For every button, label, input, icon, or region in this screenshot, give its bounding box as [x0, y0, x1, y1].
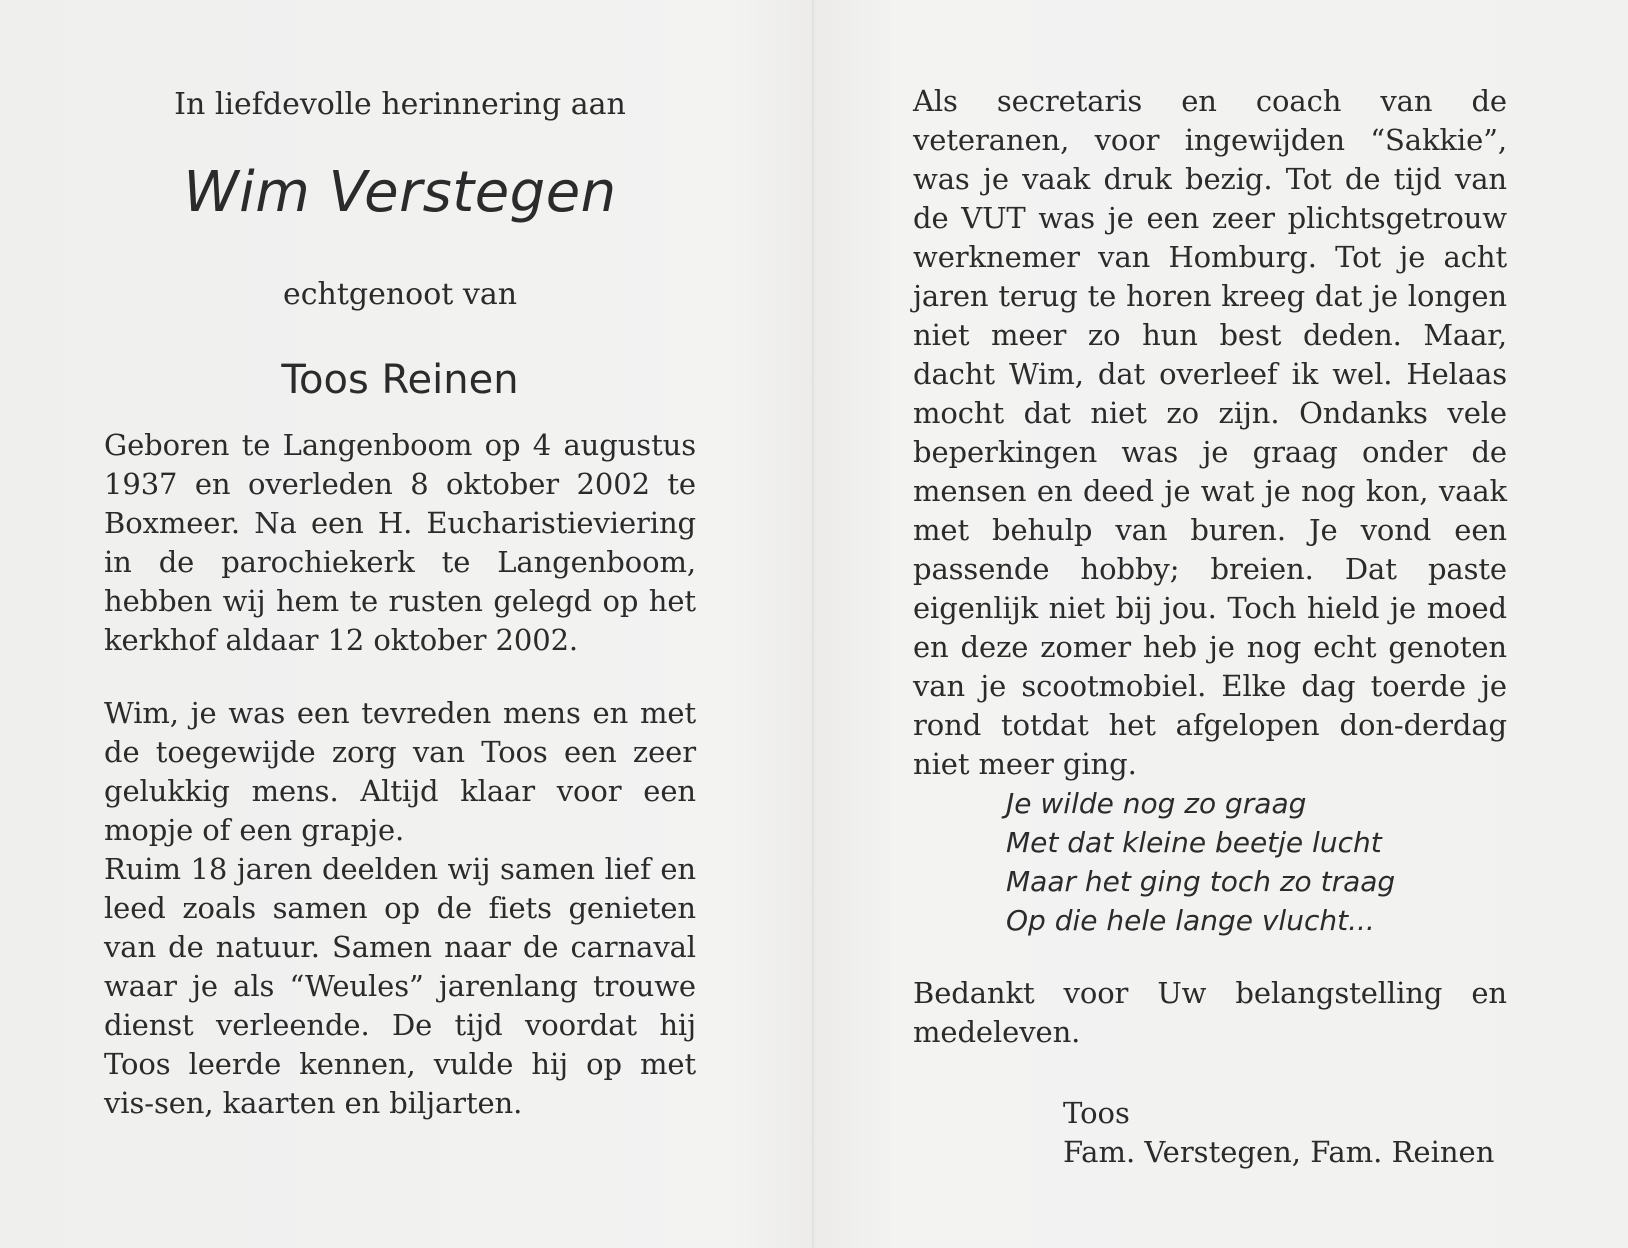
intro-line: In liefdevolle herinnering aan [174, 87, 626, 122]
signature-line: Toos [1063, 1096, 1130, 1130]
relation-line: echtgenoot van [282, 277, 518, 312]
poem-line: Op die hele lange vlucht... [1006, 904, 1375, 937]
poem-line: Je wilde nog zo graag [1006, 787, 1307, 820]
poem [1006, 784, 1507, 940]
thanks-paragraph: Bedankt voor Uw belangstelling en medeleven. [913, 976, 1507, 1049]
card-fold [812, 0, 814, 1248]
spouse-name: Toos Reinen [281, 357, 519, 403]
tribute-paragraph-2: Ruim 18 jaren deelden wij samen lief en leed zoals samen op de fiets genieten van de natuur. Samen naar de carnaval waar je als “Weules” jarenlang trouwe dienst verleende. De tijd voordat hij Toos leerde kennen, vulde hij op met vis-sen, kaarten en biljarten. [104, 852, 696, 1120]
signature-line: Fam. Verstegen, Fam. Reinen [1063, 1135, 1495, 1169]
deceased-name: Wim Verstegen [183, 160, 617, 225]
tribute-paragraph-3: Als secretaris en coach van de veteranen, voor ingewijden “Sakkie”, was je vaak druk bezig. Tot de tijd van de VUT was je een zeer plichtsgetrouw werknemer van Homburg. Tot je acht jaren terug te horen kreeg dat je longen niet meer zo hun best deden. Maar, dacht Wim, dat overleef ik wel. Helaas mocht dat niet zo zijn. Ondanks vele beperkingen was je graag onder de mensen en deed je wat je nog kon, vaak met behulp van buren. Je vond een passende hobby; breien. Dat paste eigenlijk niet bij jou. Toch hield je moed en deze zomer heb je nog echt genoten van je scootmobiel. Elke dag toerde je rond totdat het afgelopen don-derdag niet meer ging. [913, 84, 1507, 781]
signature [1063, 1094, 1507, 1172]
birth-death-paragraph: Geboren te Langenboom op 4 augustus 1937 en overleden 8 oktober 2002 te Boxmeer. Na een H. Eucharistieviering in de parochiekerk te Langenboom, hebben wij hem te rusten gelegd op het kerkhof aldaar 12 oktober 2002. [104, 428, 696, 657]
left-panel [104, 80, 696, 1123]
poem-line: Met dat kleine beetje lucht [1006, 826, 1382, 859]
poem-line: Maar het ging toch zo traag [1006, 865, 1396, 898]
tribute-paragraph-1: Wim, je was een tevreden mens en met de toegewijde zorg van Toos een zeer gelukkig mens. Altijd klaar voor een mopje of een grapje. [104, 696, 696, 847]
right-panel [913, 82, 1507, 1172]
